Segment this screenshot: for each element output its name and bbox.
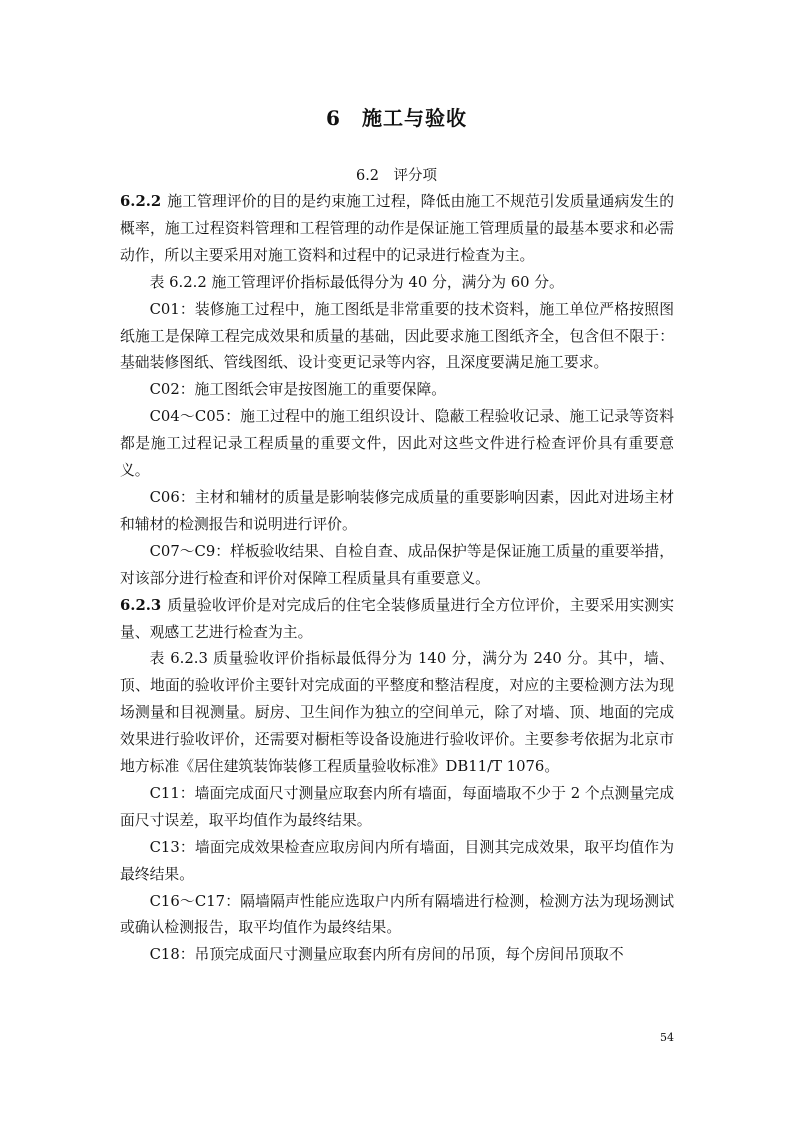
page-number: 54 [660, 1031, 674, 1044]
paragraph-c04-c05: C04～C05：施工过程中的施工组织设计、隐蔽工程验收记录、施工记录等资料都是施工过程记录工程质量的重要文件，因此对这些文件进行检查评价具有重要意义。 [120, 408, 674, 480]
clause-number: 6.2.3 [120, 596, 162, 614]
paragraph-c13: C13：墙面完成效果检查应取房间内所有墙面，目测其完成效果，取平均值作为最终结果。 [120, 838, 674, 883]
paragraph-c06: C06：主材和辅材的质量是影响装修完成质量的重要影响因素，因此对进场主材和辅材的检测报告和说明进行评价。 [120, 488, 674, 533]
paragraph-text: 质量验收评价是对完成后的住宅全装修质量进行全方位评价，主要采用实测实量、观感工艺进行检查为主。 [120, 596, 674, 641]
chapter-title: 6 施工与验收 [326, 106, 467, 130]
paragraph-6-2-2 [120, 189, 674, 270]
paragraph-text: 施工管理评价的目的是约束施工过程，降低由施工不规范引发质量通病发生的概率，施工过程资料管理和工程管理的动作是保证施工管理质量的最基本要求和必需动作，所以主要采用对施工资料和过程中的记录进行检查为主。 [120, 193, 674, 264]
paragraph-c07-c9: C07～C9：样板验收结果、自检自查、成品保护等是保证施工质量的重要举措，对该部分进行检查和评价对保障工程质量具有重要意义。 [120, 542, 674, 587]
paragraph: 表 6.2.2 施工管理评价指标最低得分为 40 分，满分为 60 分。 [149, 273, 564, 291]
section-heading: 6.2 评分项 [355, 168, 438, 184]
paragraph-6-2-3 [120, 593, 674, 647]
paragraph-c16-c17: C16～C17：隔墙隔声性能应选取户内所有隔墙进行检测，检测方法为现场测试或确认检测报告，取平均值作为最终结果。 [120, 892, 674, 937]
paragraph-c02: C02：施工图纸会审是按图施工的重要保障。 [149, 381, 447, 399]
body-text [120, 189, 674, 969]
paragraph-c11: C11：墙面完成面尺寸测量应取套内所有墙面，每面墙取不少于 2 个点测量完成面尺寸误差，取平均值作为最终结果。 [120, 784, 674, 829]
clause-number: 6.2.2 [120, 193, 162, 210]
paragraph-c01: C01：装修施工过程中，施工图纸是非常重要的技术资料，施工单位严格按照图纸施工是保障工程完成效果和质量的基础，因此要求施工图纸齐全，包含但不限于：基础装修图纸、管线图纸、设计变更记录等内容，且深度要满足施工要求。 [120, 300, 674, 372]
paragraph-c18: C18：吊顶完成面尺寸测量应取套内所有房间的吊顶，每个房间吊顶取不 [149, 946, 624, 964]
paragraph: 表 6.2.3 质量验收评价指标最低得分为 140 分，满分为 240 分。其中，墙、顶、地面的验收评价主要针对完成面的平整度和整洁程度，对应的主要检测方法为现场测量和目视测量。厨房、卫生间作为独立的空间单元，除了对墙、顶、地面的完成效果进行验收评价，还需要对橱柜等设备设施进行验收评价。主要参考依据为北京市地方标准《居住建筑装饰装修工程质量验收标准》DB11/T 1076。 [120, 650, 674, 776]
